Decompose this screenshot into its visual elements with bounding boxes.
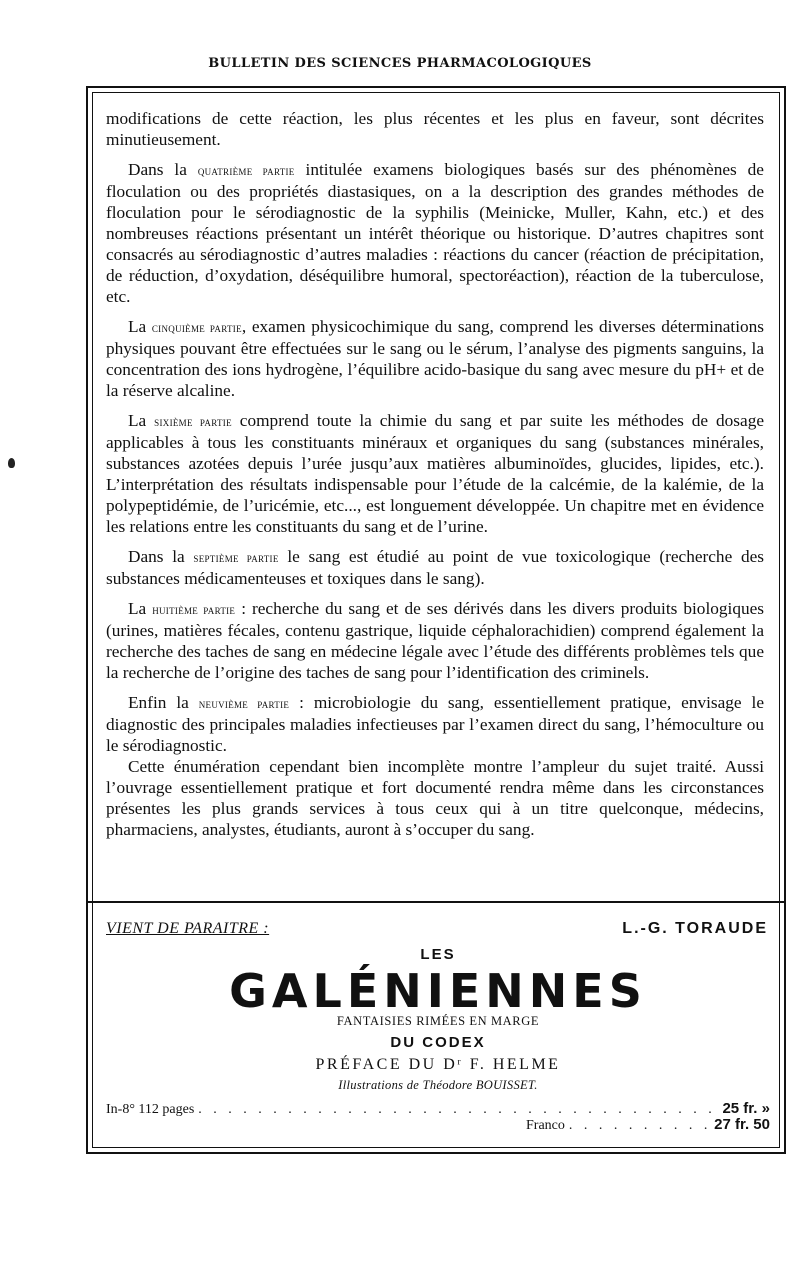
p7-part-name: neuvième partie: [198, 696, 290, 711]
ad-subtitle: FANTAISIES RIMÉES EN MARGE: [336, 1014, 540, 1028]
paragraph-5: [106, 546, 764, 589]
paragraph-1: modifications de cette réaction, les plus récentes et les plus en faveur, sont décrites minutieusement.: [106, 109, 764, 149]
p5-post: le sang est étudié au point de vue toxicologique (recherche des substances médicamenteuses et toxiques dans le sang).: [106, 547, 764, 588]
paragraph-2: [106, 159, 764, 307]
dot-leader: [569, 1118, 710, 1134]
ad-author: L.-G. TORAUDE: [622, 920, 768, 937]
p6-post: : recherche du sang et de ses dérivés dans les divers produits biologiques (urines, matières fécales, contenu gastrique, liquide céphalorachidien) comprend également la recherche des taches de sang en médecine légale avec l’étude des différents problèmes tels que la recherche de l’origine des taches de sang pour l’identification des criminels.: [106, 599, 765, 682]
p6-pre: La: [128, 599, 153, 618]
price-label-volume: In-8° 112 pages: [106, 1102, 195, 1117]
p7-pre: Enfin la: [128, 693, 199, 712]
p3-post: , examen physicochimique du sang, comprend les diverses déterminations physiques pouvant être effectuées sur le sang ou le sérum, l’analyse des pigments sanguins, la concentration des ions hydrogène, l’équilibre acido-basique du sang avec mesure du pH+ et de la réserve alcaline.: [106, 317, 764, 400]
ad-title-article: LES: [420, 946, 456, 963]
price-row-franco: [106, 1116, 770, 1134]
p3-pre: La: [128, 317, 152, 336]
ad-subtitle-codex: DU CODEX: [390, 1034, 486, 1051]
paragraph-8: Cette énumération cependant bien incomplète montre l’ampleur du sujet traité. Aussi l’ouvrage essentiellement pratique et fort documenté rendra même dans les circonstances présentes les plus grands services à tous ceux qui à un titre quelconque, médecins, pharmaciens, analystes, étudiants, auront à s’occuper du sang.: [106, 757, 764, 839]
paragraph-6: [106, 598, 764, 683]
p4-post: comprend toute la chimie du sang et par suite les méthodes de dosage applicables à tous les constituants minéraux et organiques du sang (substances minérales, substances azotées depuis l’urée jusqu’aux matières albuminoïdes, glucides, lipides, etc.). L’interprétation des résultats indispensable pour l’étude de la calcémie, de la kalémie, de la polypeptidémie, de l’uricémie, etc..., est longuement développée. Un chapitre met en évidence les relations entre les constituants du sang et de l’urine.: [106, 411, 764, 536]
p3-part-name: cinquième partie: [151, 320, 242, 335]
p2-part-name: quatrième partie: [197, 163, 295, 178]
ad-illustrations: Illustrations de Théodore BOUISSET.: [338, 1078, 538, 1092]
ad-just-published: VIENT DE PARAITRE :: [106, 920, 270, 937]
p7-post: : microbiologie du sang, essentiellement pratique, envisage le diagnostic des principales maladies infectieuses par l’examen direct du sang, l’hémoculture ou le sérodiagnostic.: [106, 693, 764, 755]
p4-part-name: sixième partie: [154, 414, 232, 429]
p2-post: intitulée examens biologiques basés sur des phénomènes de floculation ou des propriétés diastasiques, on a la description des grandes méthodes de floculation pour le sérodiagnostic de la syphilis (Meinicke, Muller, Kahn, etc.) et des nombreuses réactions présentant un intérêt théorique ou historique. D’autres chapitres sont consacrés au sérodiagnostic d’autres maladies : réactions du cancer (réaction de précipitation, de réduction, d’oxydation, déséquilibre humoral, spectoréaction), réaction de la tuberculose, etc.: [106, 160, 764, 306]
price-label-franco: Franco: [526, 1118, 565, 1133]
running-head: BULLETIN DES SCIENCES PHARMACOLOGIQUES: [208, 56, 592, 71]
price-amount-franco: 27 fr. 50: [714, 1116, 770, 1133]
price-amount-volume: 25 fr. »: [722, 1100, 770, 1117]
book-advertisement: [106, 920, 770, 1140]
paragraph-7: [106, 692, 764, 756]
paragraph-3: [106, 316, 764, 401]
p5-pre: Dans la: [128, 547, 194, 566]
p4-pre: La: [128, 411, 155, 430]
p2-pre: Dans la: [128, 160, 198, 179]
margin-ink-mark: [8, 458, 15, 468]
article-body: [106, 108, 764, 849]
ad-preface: PRÉFACE DU Dʳ F. HELME: [315, 1056, 561, 1073]
p6-part-name: huitième partie: [152, 602, 236, 617]
frame-divider: [88, 901, 784, 903]
p5-part-name: septième partie: [193, 550, 279, 565]
paragraph-4: [106, 410, 764, 537]
ad-book-title: GALÉNIENNES: [229, 964, 647, 1018]
